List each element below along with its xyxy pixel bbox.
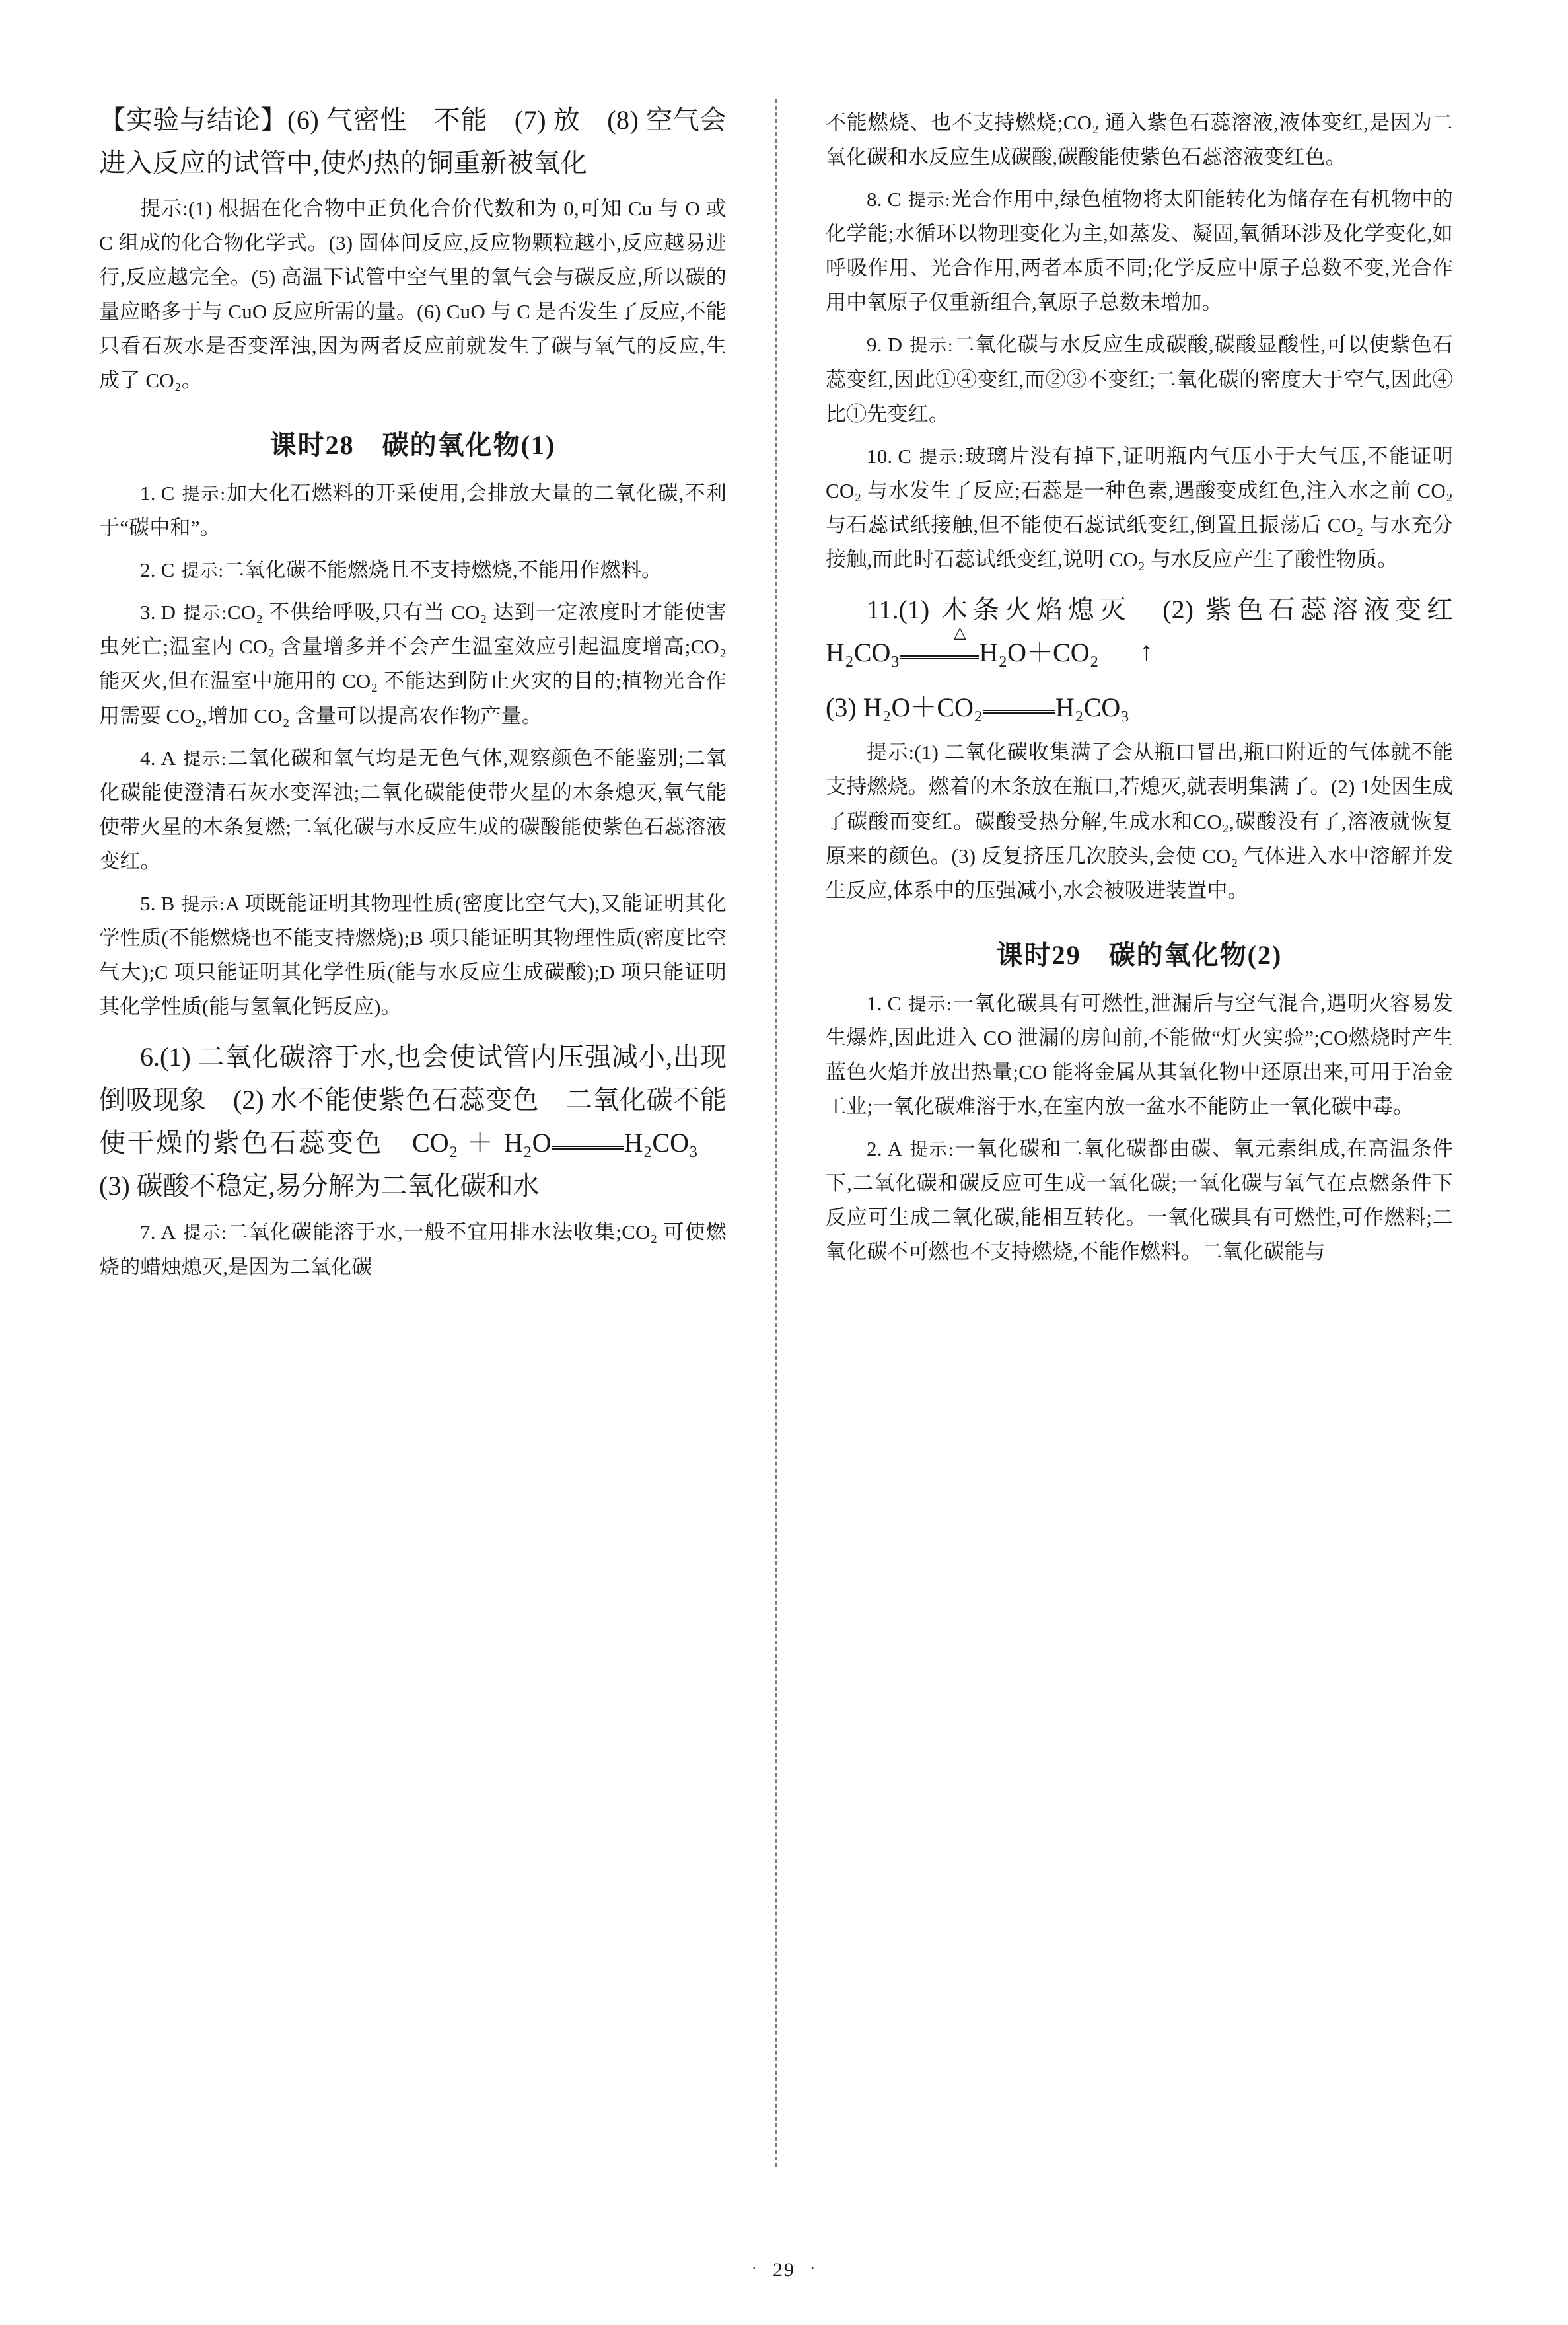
item-text: 二氧化碳与水反应生成碳酸,碳酸显酸性,可以使紫色石蕊变红,因此①④变红,而②③不变红;二氧化碳的密度大于空气,因此④比①先变红。 xyxy=(826,333,1453,425)
chemical-equation-formation xyxy=(863,692,1130,722)
item-number: 4. xyxy=(140,746,156,770)
item-number: 2. xyxy=(140,558,156,582)
item-number: 11. xyxy=(867,595,899,625)
item-answer: D xyxy=(887,333,903,357)
footer-dot-left: · xyxy=(751,2258,758,2277)
equation-left: H₂O＋CO₂ xyxy=(863,692,983,722)
item-text: 二氧化碳不能燃烧且不支持燃烧,不能用作燃料。 xyxy=(224,558,662,582)
section-heading-lesson29: 课时29 碳的氧化物(2) xyxy=(996,940,1283,970)
equation-left: H₂CO₃ xyxy=(826,637,900,667)
item-text: 加大化石燃料的开采使用,会排放大量的二氧化碳,不利于“碳中和”。 xyxy=(99,482,727,540)
tip-label: 提示: xyxy=(181,894,225,914)
item-answer: C xyxy=(887,188,902,211)
item-text: 一氧化碳和二氧化碳都由碳、氧元素组成,在高温条件下,二氧化碳和碳反应可生成一氧化碳;一氧化碳与氧气在点燃条件下反应可生成二氧化碳,能相互转化。一氧化碳具有可燃性,可作燃料;二氧化碳不可燃也不支持燃烧,不能作燃料。二氧化碳能与 xyxy=(826,1137,1453,1264)
equation-left: CO₂ ＋ H₂O xyxy=(412,1127,552,1158)
equation-equals-line xyxy=(552,1132,624,1159)
footer-dot-right: · xyxy=(810,2258,817,2277)
equation-heat-arrow xyxy=(900,624,979,669)
answer-item-11-part3 xyxy=(826,686,1453,729)
item-answer: C xyxy=(160,482,175,505)
item-text-part2: (3) xyxy=(826,692,863,722)
tip-label: 提示: xyxy=(182,1223,227,1243)
answer-item xyxy=(826,986,1453,1124)
right-column xyxy=(786,99,1479,2180)
item-text-part2: (3) 碳酸不稳定,易分解为二氧化碳和水 xyxy=(99,1127,727,1200)
tip-label: 提示: xyxy=(181,484,226,505)
page-number: 29 xyxy=(773,2259,795,2281)
answer-item xyxy=(99,1215,727,1284)
tip-label: 提示: xyxy=(918,447,964,467)
item-number: 2. xyxy=(867,1137,882,1161)
answer-item xyxy=(826,182,1453,320)
tip-label: 提示: xyxy=(908,190,951,211)
heat-condition-symbol: △ xyxy=(954,624,966,642)
answer-item-6 xyxy=(99,1036,727,1207)
item-number: 5. xyxy=(140,891,156,915)
tip-label: 提示: xyxy=(181,561,225,581)
column-divider xyxy=(775,99,777,2167)
item-text-part1: (1) 二氧化碳溶于水,也会使试管内压强减小,出现倒吸现象 (2) 水不能使紫色石蕊变色 二氧化碳不能使干燥的紫色石蕊变色 xyxy=(99,1042,727,1158)
item-11-note: 提示:(1) 二氧化碳收集满了会从瓶口冒出,瓶口附近的气体就不能支持燃烧。燃着的木条放在瓶口,若熄灭,就表明集满了。(2) 1处因生成了碳酸而变红。碳酸受热分解,生成水和CO₂,碳酸没有了,溶液就恢复原来的颜色。(3) 反复挤压几次胶头,会使 CO₂ 气体进入水中溶解并发生反应,体系中的压强减小,水会被吸进装置中。 xyxy=(826,741,1453,902)
answer-item xyxy=(826,439,1453,577)
equation-right: H₂CO₃ xyxy=(624,1127,698,1158)
equation-right: H₂CO₃ xyxy=(1055,692,1130,722)
item-number: 1. xyxy=(867,991,882,1015)
tip-label: 提示: xyxy=(908,994,952,1014)
tip-label: 提示: xyxy=(182,603,227,624)
answer-item xyxy=(826,1132,1453,1269)
item-answer: D xyxy=(160,601,176,624)
answer-item xyxy=(99,595,727,733)
chemical-equation-decomposition xyxy=(826,624,1153,667)
two-column-layout xyxy=(99,99,1479,2180)
item-answer: C xyxy=(160,558,175,582)
experiment-conclusion-answer: 【实验与结论】(6) 气密性 不能 (7) 放 (8) 空气会进入反应的试管中,使灼热的铜重新被氧化 xyxy=(99,105,727,178)
item-answer: A xyxy=(160,746,176,770)
item-text: 玻璃片没有掉下,证明瓶内气压小于大气压,不能证明 CO₂ 与水发生了反应;石蕊是一种色素,遇酸变成红色,注入水之前 CO₂ 与石蕊试纸接触,但不能使石蕊试纸变红,倒置且振荡后 CO₂ 与水充分接触,而此时石蕊试纸变红,说明 CO₂ 与水反应产生了酸性物质。 xyxy=(826,444,1453,571)
item-answer: A xyxy=(160,1220,176,1244)
tip-label: 提示: xyxy=(182,749,227,769)
left-column xyxy=(99,99,766,2180)
tip-label: 提示: xyxy=(909,1140,954,1160)
item-text-part1: (1) 木条火焰熄灭 (2) 紫色石蕊溶液变红 xyxy=(898,595,1479,625)
item-answer: B xyxy=(160,891,175,915)
item-text: 二氧化碳和氧气均是无色气体,观察颜色不能鉴别;二氧化碳能使澄清石灰水变浑浊;二氧化碳能使带火星的木条熄灭,氧气能使带火星的木条复燃;二氧化碳与水反应生成的碳酸能使紫色石蕊溶液变红。 xyxy=(99,746,727,873)
tip-label: 提示: xyxy=(909,336,954,356)
item-answer: C xyxy=(887,991,902,1015)
gas-arrow-icon: ↑ xyxy=(1139,636,1153,666)
item-text: 光合作用中,绿色植物将太阳能转化为储存在有机物中的化学能;水循环以物理变化为主,如蒸发、凝固,氧循环涉及化学变化,如呼吸作用、光合作用,两者本质不同;化学反应中原子总数不变,光合作用中氧原子仅重新组合,氧原子总数未增加。 xyxy=(826,188,1453,314)
page-footer xyxy=(0,2258,1568,2281)
item-number: 3. xyxy=(140,601,156,624)
item-number: 6. xyxy=(140,1042,160,1072)
item-text: 一氧化碳具有可燃性,泄漏后与空气混合,遇明火容易发生爆炸,因此进入 CO 泄漏的房间前,不能做“灯火实验”;CO燃烧时产生蓝色火焰并放出热量;CO 能将金属从其氧化物中还原出来,可用于冶金工业;一氧化碳难溶于水,在室内放一盆水不能防止一氧化碳中毒。 xyxy=(826,991,1453,1119)
answer-item xyxy=(99,476,727,545)
item-text: CO₂ 不供给呼吸,只有当 CO₂ 达到一定浓度时才能使害虫死亡;温室内 CO₂ 含量增多并不会产生温室效应引起温度增高;CO₂ 能灭火,但在温室中施用的 CO₂ 不能达到防止火灾的目的;植物光合作用需要 CO₂,增加 CO₂ 含量可以提高农作物产量。 xyxy=(99,601,727,727)
item-answer: A xyxy=(887,1137,903,1161)
item-number: 10. xyxy=(867,444,893,468)
item-text: 二氧化碳能溶于水,一般不宜用排水法收集;CO₂ 可使燃烧的蜡烛熄灭,是因为二氧化碳 xyxy=(99,1220,727,1278)
equation-right: H₂O＋CO₂ xyxy=(979,637,1099,667)
item-text: A 项既能证明其物理性质(密度比空气大),又能证明其化学性质(不能燃烧也不能支持燃烧);B 项只能证明其物理性质(密度比空气大);C 项只能证明其化学性质(能与水反应生成碳酸);D 项只能证明其化学性质(能与氢氧化钙反应)。 xyxy=(99,891,727,1019)
item-number: 8. xyxy=(867,188,882,211)
answer-item xyxy=(99,553,727,587)
continued-note: 不能燃烧、也不支持燃烧;CO₂ 通入紫色石蕊溶液,液体变红,是因为二氧化碳和水反应生成碳酸,碳酸能使紫色石蕊溶液变红色。 xyxy=(826,111,1453,169)
answer-item-11 xyxy=(826,589,1479,675)
answer-item xyxy=(99,741,727,879)
experiment-conclusion-note: 提示:(1) 根据在化合物中正负化合价代数和为 0,可知 Cu 与 O 或 C 组成的化合物化学式。(3) 固体间反应,反应物颗粒越小,反应越易进行,反应越完全。(5) 高温下试管中空气里的氧气会与碳反应,所以碳的量应略多于与 CuO 反应所需的量。(6) CuO 与 C 是否发生了反应,不能只看石灰水是否变浑浊,因为两者反应前就发生了碳与氧气的反应,生成了 CO₂。 xyxy=(99,196,727,392)
answer-item xyxy=(99,887,727,1024)
section-heading-lesson28: 课时28 碳的氧化物(1) xyxy=(269,430,556,461)
item-number: 7. xyxy=(140,1220,156,1244)
equation-equals-line xyxy=(983,696,1055,723)
answer-item xyxy=(826,328,1453,431)
item-number: 1. xyxy=(140,482,156,505)
item-number: 9. xyxy=(867,333,882,357)
chemical-equation xyxy=(412,1128,698,1158)
item-answer: C xyxy=(898,444,912,468)
